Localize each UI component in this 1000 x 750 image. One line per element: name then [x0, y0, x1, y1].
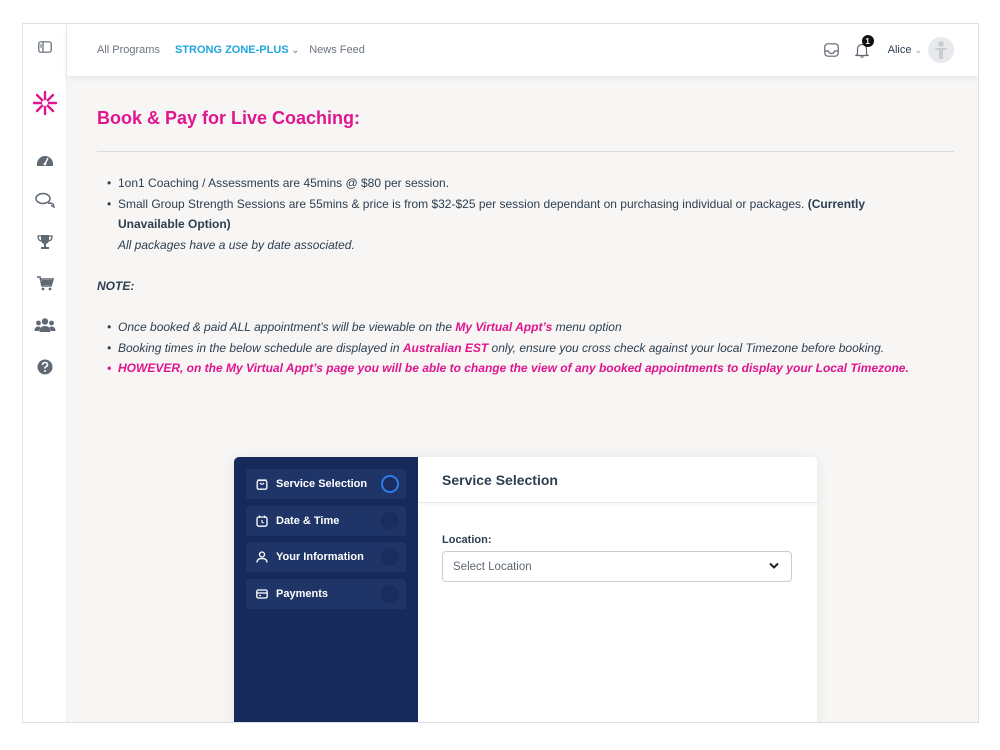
panel-title: Service Selection [418, 457, 817, 503]
step-label: Payments [276, 588, 328, 601]
dashboard-icon[interactable] [29, 146, 61, 172]
page-title: Book & Pay for Live Coaching: [97, 108, 361, 128]
step-service-selection[interactable] [246, 469, 406, 499]
step-payments[interactable] [246, 579, 406, 609]
list-item-text: only, ensure you cross check against your local Timezone before booking. [488, 340, 885, 355]
booking-widget [234, 457, 817, 723]
user-icon [256, 551, 268, 563]
card-icon [256, 588, 268, 600]
help-icon[interactable] [29, 354, 61, 380]
unavailable-note: (Currently Unavailable Option) [118, 196, 866, 231]
list-item [107, 317, 927, 338]
step-date-time[interactable] [246, 506, 406, 536]
group-icon[interactable] [29, 312, 61, 338]
service-panel [418, 457, 817, 723]
trophy-icon[interactable] [29, 229, 61, 255]
header-actions [822, 24, 954, 76]
booking-steps [234, 457, 418, 723]
nav-active-program-label: STRONG ZONE-PLUS [174, 44, 289, 56]
list-item [107, 235, 927, 256]
location-label: Location: [442, 534, 492, 546]
user-name: Alice [887, 44, 912, 56]
my-virtual-appts-link: My Virtual Appt’s [455, 320, 553, 334]
list-item-text: Once booked & paid ALL appointment’s will be viewable on the [118, 320, 456, 334]
step-label: Service Selection [276, 478, 368, 490]
nav-news-feed[interactable]: News Feed [309, 44, 365, 56]
inbox-icon[interactable] [822, 40, 842, 60]
list-item-text: menu option [552, 320, 622, 334]
calendar-icon [256, 515, 268, 527]
sidebar [23, 24, 67, 722]
chevron-down-icon [769, 561, 779, 573]
timezone-highlight: Australian EST [402, 340, 489, 355]
list-item-text: All packages have a use by date associated. [118, 237, 355, 252]
note-list [107, 317, 927, 379]
top-navbar [67, 24, 978, 76]
list-item-text: 1on1 Coaching / Assessments are 45mins @ $80 per session. [118, 176, 450, 190]
step-status [381, 585, 399, 603]
note-label: NOTE: [97, 279, 135, 293]
list-item-text: Small Group Strength Sessions are 55mins & price is from $32-$25 per session dependant on purchasing individual or packages. [118, 196, 808, 211]
pricing-list [107, 173, 927, 255]
step-status-active [381, 475, 399, 493]
bell-icon[interactable] [852, 36, 872, 60]
chevron-down-icon: ⌄ [914, 44, 922, 55]
chevron-down-icon: ⌄ [291, 45, 300, 55]
list-item [107, 358, 927, 379]
step-label: Your Information [276, 551, 364, 564]
user-menu[interactable] [888, 37, 954, 63]
avatar[interactable] [928, 37, 954, 63]
app-frame [22, 23, 979, 723]
list-item [107, 194, 927, 235]
logo-icon[interactable] [29, 90, 61, 116]
list-item-text: Booking times in the below schedule are displayed in [118, 340, 403, 355]
nav-all-programs[interactable]: All Programs [97, 44, 160, 56]
list-item [107, 173, 927, 194]
bag-icon [256, 478, 268, 490]
sidebar-toggle-icon[interactable] [29, 34, 61, 60]
location-select[interactable] [442, 551, 792, 582]
location-select-value: Select Location [453, 560, 532, 573]
step-status [381, 512, 399, 530]
cart-icon[interactable] [29, 270, 61, 296]
nav-active-program[interactable] [175, 44, 299, 56]
list-item [107, 338, 927, 359]
chat-icon[interactable] [29, 187, 61, 213]
step-your-information[interactable] [246, 542, 406, 572]
step-status [381, 548, 399, 566]
divider [97, 151, 954, 152]
list-item-text: HOWEVER, on the My Virtual Appt’s page you will be able to change the view of any booked appointments to display your Local Timezone. [118, 361, 909, 375]
notification-badge: 1 [862, 35, 874, 47]
step-label: Date & Time [276, 514, 340, 527]
